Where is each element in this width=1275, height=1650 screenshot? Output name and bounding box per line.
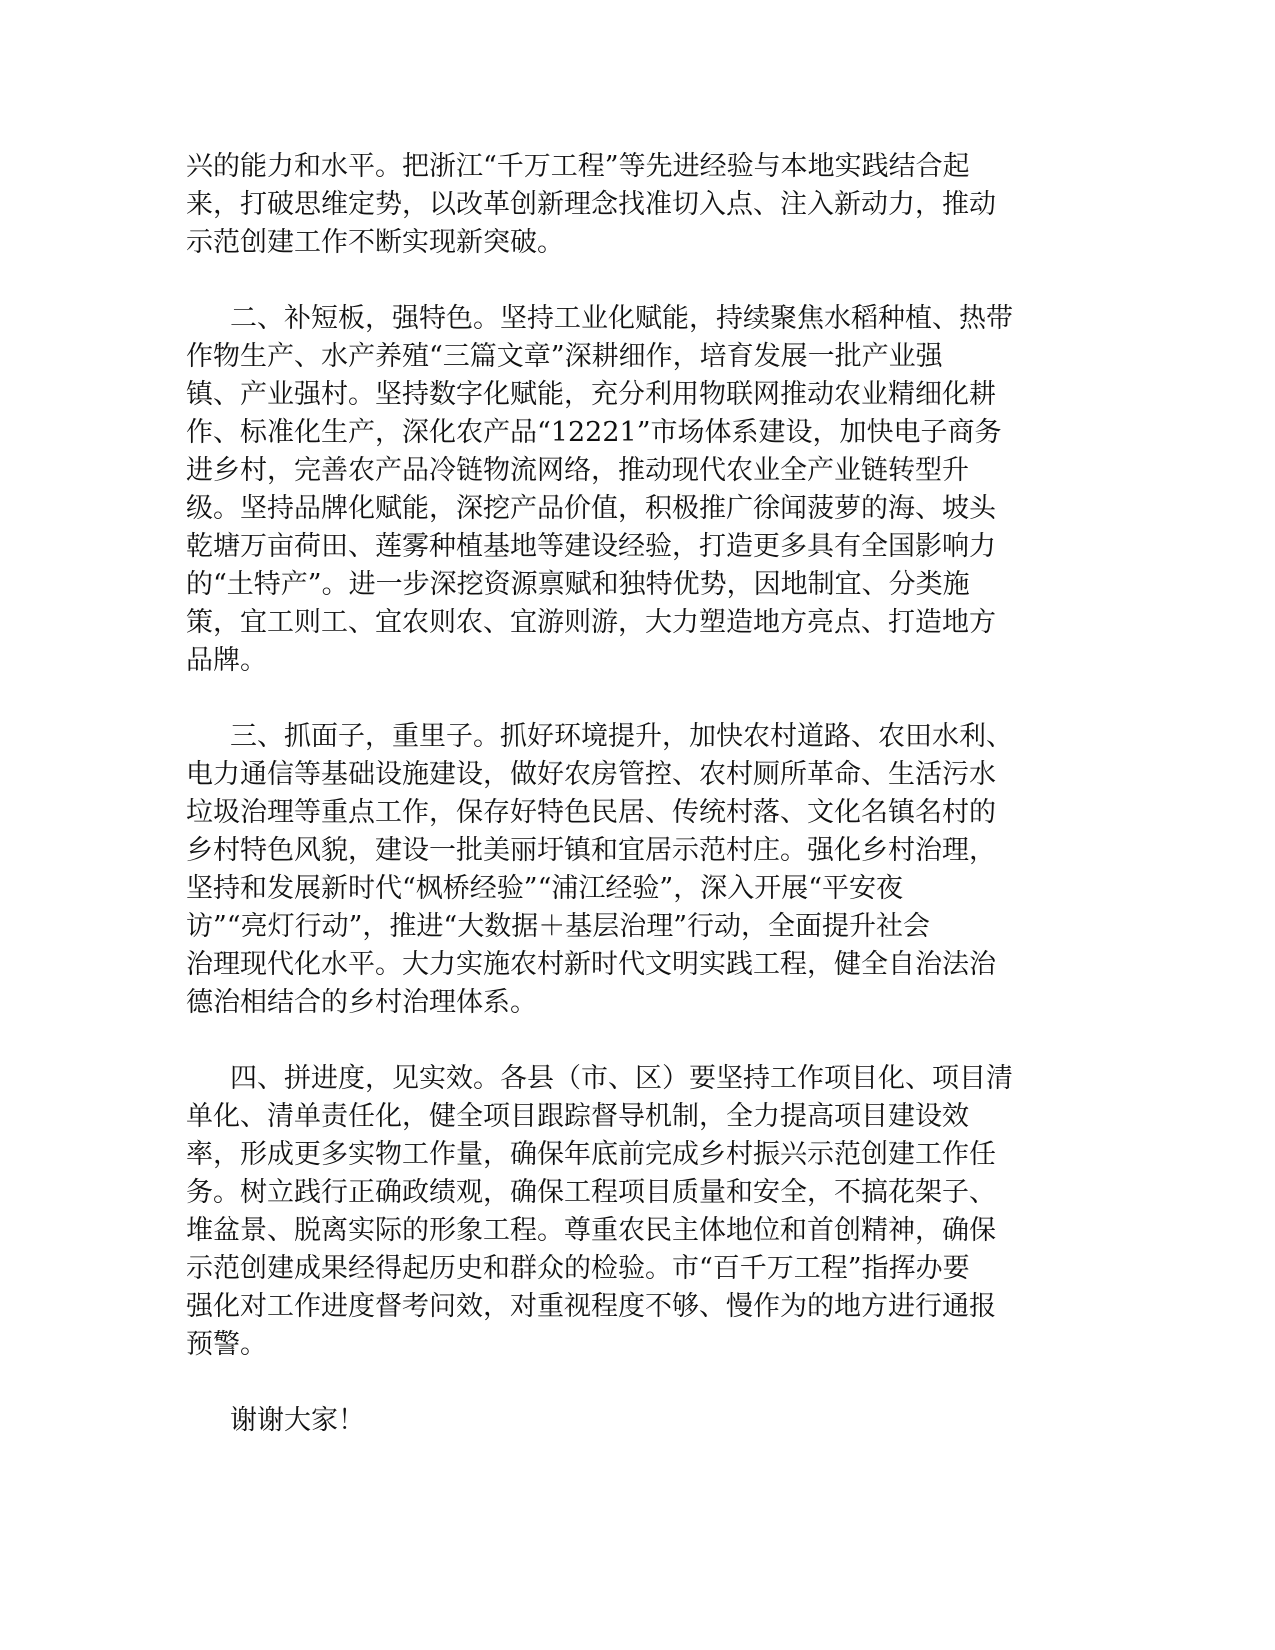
text-line: 预警。 bbox=[186, 1329, 267, 1360]
text-line: 策，宜工则工、宜农则农、宜游则游，大力塑造地方亮点、打造地方 bbox=[186, 607, 996, 638]
text-line: 示范创建工作不断实现新突破。 bbox=[186, 227, 564, 258]
paragraph-3 bbox=[186, 718, 1086, 1022]
text-line: 堆盆景、脱离实际的形象工程。尊重农民主体地位和首创精神，确保 bbox=[186, 1215, 996, 1246]
paragraph-gap bbox=[186, 680, 1086, 718]
text-line: 务。树立践行正确政绩观，确保工程项目质量和安全，不搞花架子、 bbox=[186, 1177, 996, 1208]
text-line: 坚持和发展新时代“枫桥经验”“浦江经验”，深入开展“平安夜 bbox=[186, 873, 904, 904]
text-line: 镇、产业强村。坚持数字化赋能，充分利用物联网推动农业精细化耕 bbox=[186, 379, 996, 410]
text-line: 二、补短板，强特色。坚持工业化赋能，持续聚焦水稻种植、热带 bbox=[230, 303, 1013, 334]
text-line: 示范创建成果经得起历史和群众的检验。市“百千万工程”指挥办要 bbox=[186, 1253, 970, 1284]
paragraph-closing bbox=[186, 1402, 1086, 1440]
text-line: 作、标准化生产，深化农产品“12221”市场体系建设，加快电子商务 bbox=[186, 417, 1002, 448]
document-body bbox=[186, 148, 1086, 1440]
text-line: 强化对工作进度督考问效，对重视程度不够、慢作为的地方进行通报 bbox=[186, 1291, 996, 1322]
paragraph-2 bbox=[186, 300, 1086, 680]
paragraph-gap bbox=[186, 1364, 1086, 1402]
text-line: 兴的能力和水平。把浙江“千万工程”等先进经验与本地实践结合起 bbox=[186, 151, 970, 182]
paragraph-gap bbox=[186, 1022, 1086, 1060]
text-line: 访”“亮灯行动”，推进“大数据＋基层治理”行动，全面提升社会 bbox=[186, 911, 931, 942]
text-line: 单化、清单责任化，健全项目跟踪督导机制，全力提高项目建设效 bbox=[186, 1101, 969, 1132]
text-line: 电力通信等基础设施建设，做好农房管控、农村厕所革命、生活污水 bbox=[186, 759, 996, 790]
text-line: 乡村特色风貌，建设一批美丽圩镇和宜居示范村庄。强化乡村治理， bbox=[186, 835, 996, 866]
closing-line: 谢谢大家！ bbox=[230, 1405, 365, 1436]
text-line: 德治相结合的乡村治理体系。 bbox=[186, 987, 537, 1018]
text-line: 来，打破思维定势，以改革创新理念找准切入点、注入新动力，推动 bbox=[186, 189, 996, 220]
text-line: 品牌。 bbox=[186, 645, 267, 676]
text-line: 四、拼进度，见实效。各县（市、区）要坚持工作项目化、项目清 bbox=[230, 1063, 1013, 1094]
text-line: 三、抓面子，重里子。抓好环境提升，加快农村道路、农田水利、 bbox=[230, 721, 1013, 752]
paragraph-4 bbox=[186, 1060, 1086, 1364]
text-line: 垃圾治理等重点工作，保存好特色民居、传统村落、文化名镇名村的 bbox=[186, 797, 996, 828]
text-line: 进乡村，完善农产品冷链物流网络，推动现代农业全产业链转型升 bbox=[186, 455, 969, 486]
text-line: 的“土特产”。进一步深挖资源禀赋和独特优势，因地制宜、分类施 bbox=[186, 569, 970, 600]
text-line: 级。坚持品牌化赋能，深挖产品价值，积极推广徐闻菠萝的海、坡头 bbox=[186, 493, 996, 524]
paragraph-1 bbox=[186, 148, 1086, 262]
text-line: 乾塘万亩荷田、莲雾种植基地等建设经验，打造更多具有全国影响力 bbox=[186, 531, 996, 562]
text-line: 作物生产、水产养殖“三篇文章”深耕细作，培育发展一批产业强 bbox=[186, 341, 943, 372]
paragraph-gap bbox=[186, 262, 1086, 300]
text-line: 率，形成更多实物工作量，确保年底前完成乡村振兴示范创建工作任 bbox=[186, 1139, 996, 1170]
text-line: 治理现代化水平。大力实施农村新时代文明实践工程，健全自治法治 bbox=[186, 949, 996, 980]
